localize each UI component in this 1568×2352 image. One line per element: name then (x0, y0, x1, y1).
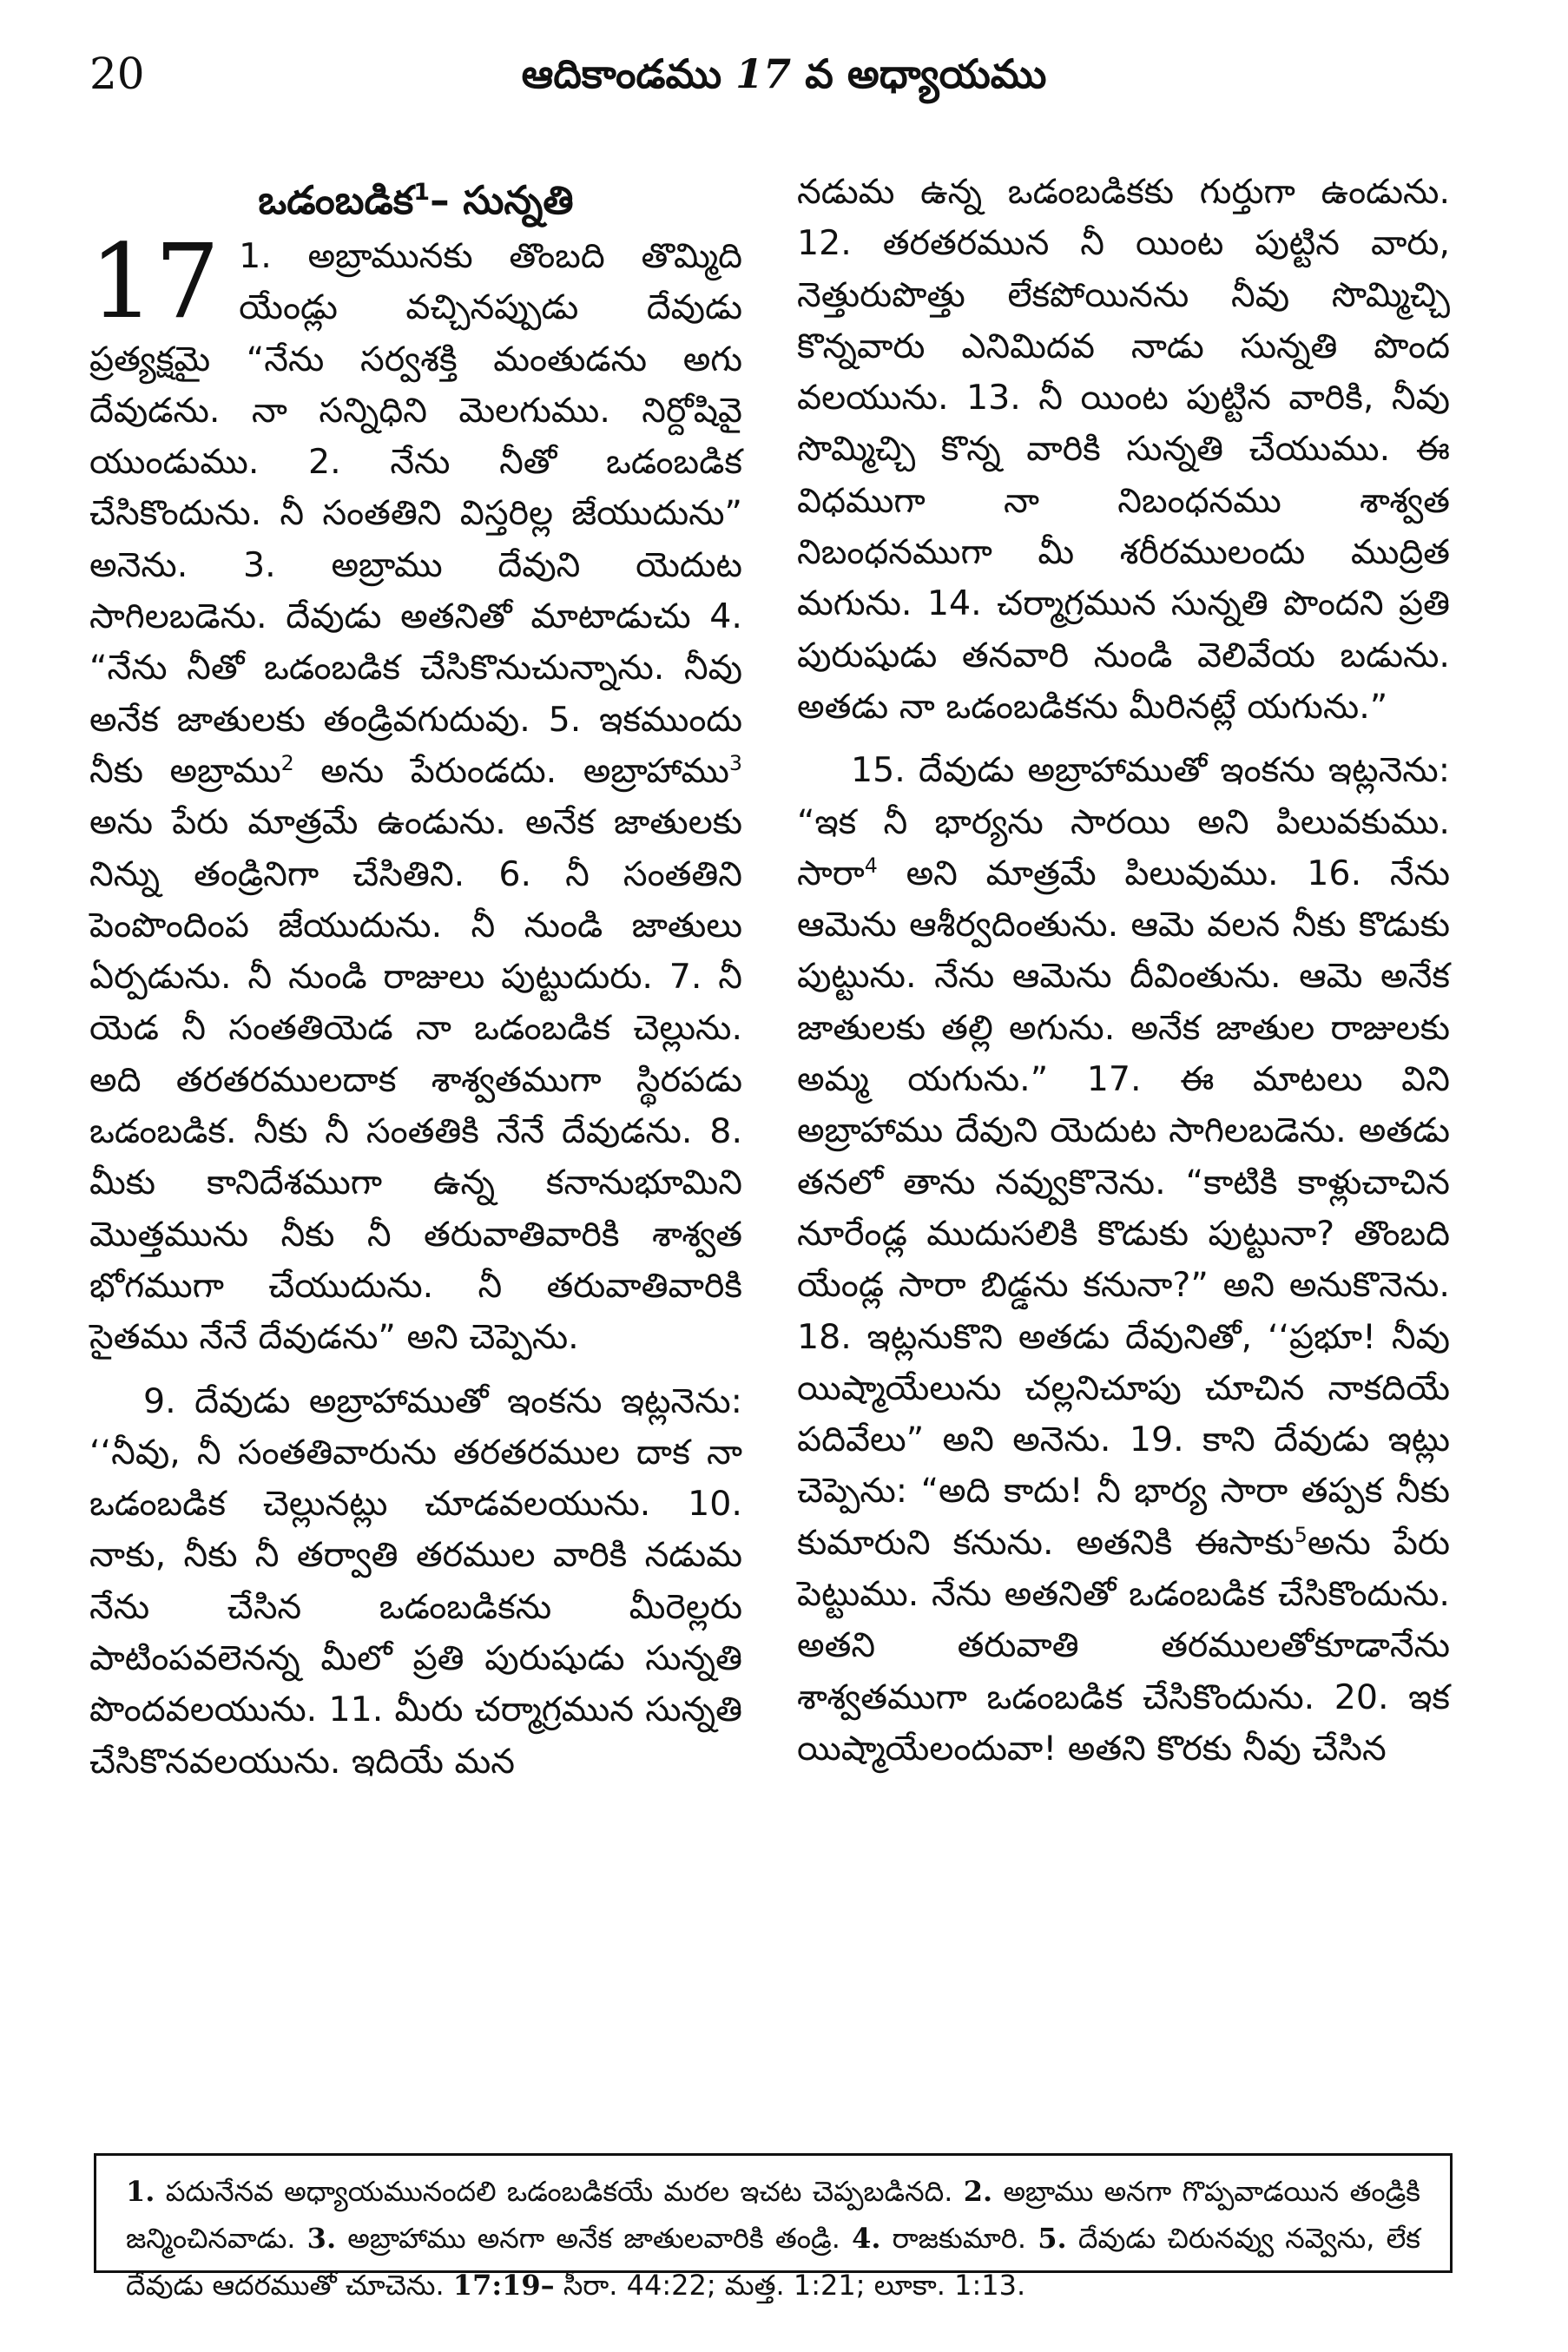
running-head-book: ఆదికాండము (521, 50, 736, 97)
verse-text: అను పేరు పెట్టుము. నేను అతనితో ఒడంబడిక చేసికొందును. అతని తరువాతి తరములతోకూడానేను శాశ్వతముగా ఒడంబడిక చేసికొందును. 20. ఇక యిష్మాయేలందువా! అతని కొరకు నీవు చేసిన (797, 1522, 1450, 1769)
footnote-text: పదునేనవ అధ్యాయమునందలి ఒడంబడికయే మరల ఇచట చెప్పబడినది. (155, 2175, 964, 2208)
paragraph-verses-1-8 (89, 221, 742, 1364)
verse-text: అను పేరుండదు. అబ్రాహాము (293, 750, 729, 791)
footnote-ref-2: 2 (280, 750, 294, 775)
footnote-text: రాజకుమారి. (880, 2222, 1038, 2255)
paragraph-verses-11-14: నడుమ ఉన్న ఒడంబడికకు గుర్తుగా ఉండును. 12. తరతరమున నీ యింట పుట్టిన వారు, నెత్తురుపొత్తు లేకపోయినను నీవు సొమ్మిచ్చి కొన్నవారు ఎనిమిదవ నాడు సున్నతి పొంద వలయును. 13. నీ యింట పుట్టిన వారికి, నీవు సొమ్మిచ్చి కొన్న వారికి సున్నతి చేయుము. ఈ విధముగా నా నిబంధనము శాశ్వత నిబంధనముగా మీ శరీరములందు ముద్రిత మగును. 14. చర్మాగ్రమున సున్నతి పొందని ప్రతి పురుషుడు తనవారి నుండి వెలివేయ బడును. అతడు నా ఒడంబడికను మీరినట్లే యగును.” (797, 172, 1450, 727)
section-title-text: ఒడంబడిక (258, 177, 414, 223)
paragraph-verses-9-11: 9. దేవుడు అబ్రాహాముతో ఇంకను ఇట్లనెను: ‘‘నీవు, నీ సంతతివారును తరతరముల దాక నా ఒడంబడిక చెల్లునట్లు చూడవలయును. 10. నాకు, నీకు నీ తర్వాతి తరముల వారికి నడుమ నేను చేసిన ఒడంబడికను మీరెల్లరు పాటింపవలెనన్న మీలో ప్రతి పురుషుడు సున్నతి పొందవలయును. 11. మీరు చర్మాగ్రమున సున్నతి చేసికొనవలయును. ఇదియే మన (89, 1380, 742, 1782)
left-column (89, 167, 742, 1788)
cross-reference-label: 17:19– (452, 2269, 555, 2302)
page-number: 20 (89, 49, 145, 99)
section-title-footnote-ref: 1 (413, 179, 431, 206)
footnote-text: అబ్రాహాము అనగా అనేక జాతులవారికి తండ్రి. (336, 2222, 853, 2255)
footnote-ref-3: 3 (728, 750, 742, 775)
footnote-number: 3. (306, 2222, 337, 2255)
verse-text: 1. అబ్రామునకు తొంబది తొమ్మిది యేండ్లు వచ్చినప్పుడు దేవుడు ప్రత్యక్షమై “నేను సర్వశక్తి మంతుడను అగు దేవుడను. నా సన్నిధిని మెలగుము. నిర్దోషివై యుండుము. 2. నేను నీతో ఒడంబడిక చేసికొందును. నీ సంతతిని విస్తరిల్ల జేయుదును” అనెను. 3. అబ్రాము దేవుని యెదుట సాగిలబడెను. దేవుడు అతనితో మాటాడుచు 4. “నేను నీతో ఒడంబడిక చేసికొనుచున్నాను. నీవు అనేక జాతులకు తండ్రివగుదువు. 5. ఇకముందు నీకు అబ్రాము (89, 236, 742, 791)
footnotes-box (94, 2153, 1453, 2302)
footnote-text: అబ్రాము అనగా గొప్పవాడయిన తండ్రికి జన్మించినవాడు. (126, 2175, 1420, 2255)
verse-text: అను పేరు మాత్రమే ఉండును. అనేక జాతులకు నిన్ను తండ్రినిగా చేసితిని. 6. నీ సంతతిని పెంపొందింప జేయుదును. నీ నుండి జాతులు ఏర్పడును. నీ నుండి రాజులు పుట్టుదురు. 7. నీ యెడ నీ సంతతియెడ నా ఒడంబడిక చెల్లును. అది తరతరములదాక శాశ్వతముగా స్థిరపడు ఒడంబడిక. నీకు నీ సంతతికి నేనే దేవుడను. 8. మీకు కానిదేశముగా ఉన్న కనానుభూమిని మొత్తమును నీకు నీ తరువాతివారికి శాశ్వత భోగముగా చేయుదును. నీ తరువాతివారికి సైతము నేనే దేవుడను” అని చెప్పెను. (89, 802, 742, 1358)
footnote-number: 1. (126, 2175, 155, 2208)
running-head (0, 48, 1568, 100)
footnote-number: 4. (852, 2222, 881, 2255)
footnote-ref-5: 5 (1294, 1522, 1308, 1547)
section-title-suffix: – సున్నతి (430, 177, 574, 223)
verse-text: 15. దేవుడు అబ్రాహాముతో ఇంకను ఇట్లనెను: “ఇక నీ భార్యను సారయి అని పిలువకుము. సారా (797, 750, 1450, 893)
cross-reference-text: సీరా. 44:22; మత్త. 1:21; లూకా. 1:13. (554, 2269, 1026, 2302)
footnote-number: 5. (1038, 2222, 1067, 2255)
paragraph-verses-15-20 (797, 745, 1450, 1775)
footnote-text: దేవుడు చిరునవ్వు నవ్వెను, లేక దేవుడు ఆదరముతో చూచెను. (126, 2222, 1420, 2302)
footnote-ref-4: 4 (864, 853, 878, 878)
verse-text: అని మాత్రమే పిలువుము. 16. నేను ఆమెను ఆశీర్వదింతును. ఆమె వలన నీకు కొడుకు పుట్టును. నేను ఆమెను దీవింతును. ఆమె అనేక జాతులకు తల్లి అగును. అనేక జాతుల రాజులకు అమ్మ యగును.” 17. ఈ మాటలు విని అబ్రాహాము దేవుని యెదుట సాగిలబడెను. అతడు తనలో తాను నవ్వుకొనెను. “కాటికి కాళ్లుచాచిన నూరేండ్ల ముదుసలికి కొడుకు పుట్టునా? తొంబది యేండ్ల సారా బిడ్డను కనునా?” అని అనుకొనెను. 18. ఇట్లనుకొని అతడు దేవునితో, ‘‘ప్రభూ! నీవు యిష్మాయేలును చల్లనిచూపు చూచిన నాకదియే పదివేలు” అని అనెను. 19. కాని దేవుడు ఇట్లు చెప్పెను: “అది కాదు! నీ భార్య సారా తప్పక నీకు కుమారుని కనును. అతనికి ఈసాకు (797, 853, 1450, 1563)
running-head-suffix: వ అధ్యాయము (791, 50, 1047, 97)
right-column (797, 167, 1450, 1775)
footnote-number: 2. (963, 2175, 993, 2208)
running-head-chapter: 17 (735, 50, 792, 97)
chapter-number: 17 (89, 221, 221, 341)
